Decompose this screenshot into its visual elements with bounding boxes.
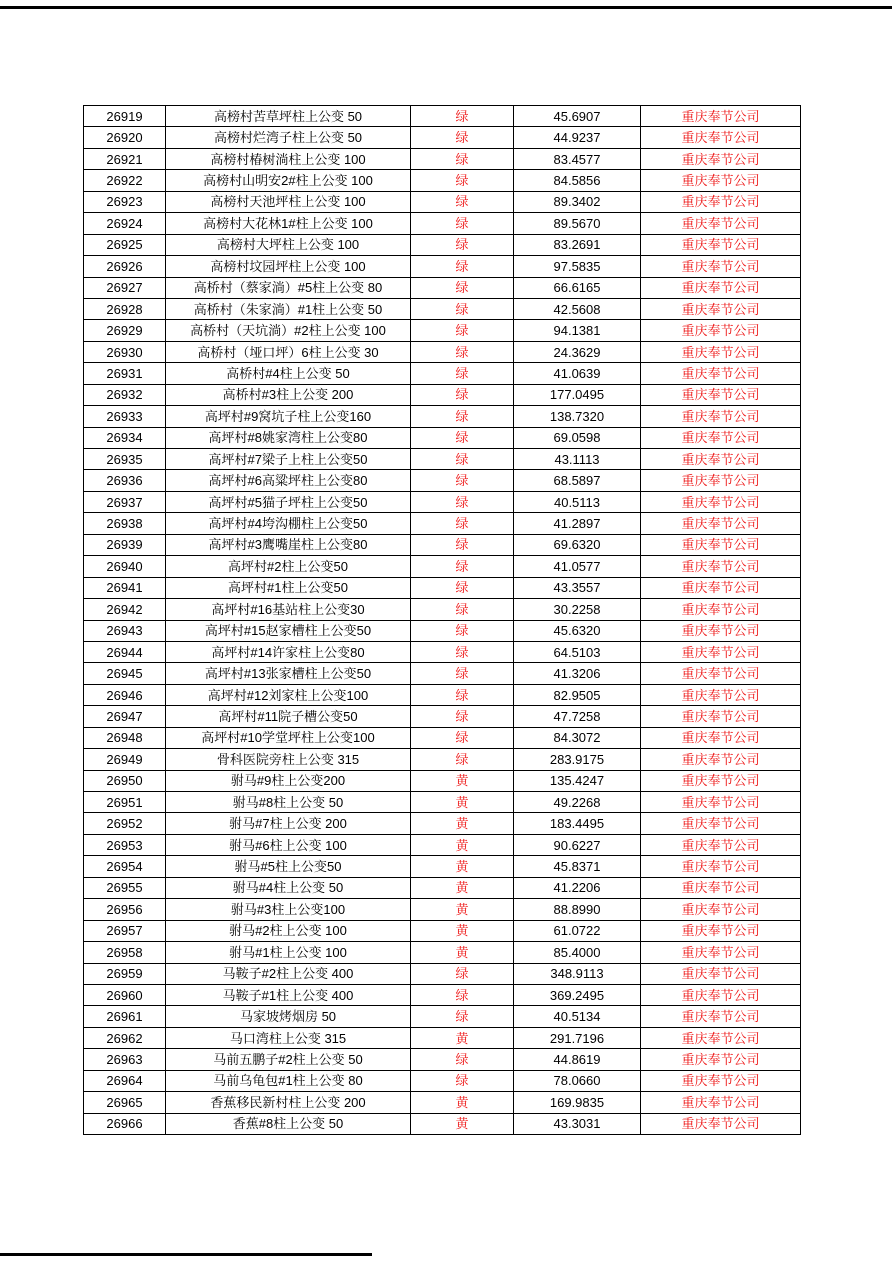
- cell-transformer-name: 高榜村坟园坪柱上公变 100: [166, 256, 411, 277]
- cell-transformer-name: 驸马#3柱上公变100: [166, 899, 411, 920]
- cell-load-value: 291.7196: [514, 1027, 641, 1048]
- cell-record-id: 26941: [84, 577, 166, 598]
- cell-transformer-name: 高坪村#13张家槽柱上公变50: [166, 663, 411, 684]
- cell-company: 重庆奉节公司: [641, 1092, 801, 1113]
- cell-record-id: 26943: [84, 620, 166, 641]
- table-row: [84, 641, 801, 662]
- cell-record-id: 26942: [84, 599, 166, 620]
- cell-status-color: 绿: [411, 406, 514, 427]
- table-row: [84, 620, 801, 641]
- table-row: [84, 534, 801, 555]
- cell-company: 重庆奉节公司: [641, 213, 801, 234]
- cell-load-value: 64.5103: [514, 641, 641, 662]
- cell-record-id: 26928: [84, 298, 166, 319]
- cell-transformer-name: 高坪村#7梁子上柱上公变50: [166, 449, 411, 470]
- cell-company: 重庆奉节公司: [641, 1113, 801, 1134]
- cell-company: 重庆奉节公司: [641, 770, 801, 791]
- cell-company: 重庆奉节公司: [641, 127, 801, 148]
- cell-load-value: 135.4247: [514, 770, 641, 791]
- cell-company: 重庆奉节公司: [641, 1070, 801, 1091]
- cell-load-value: 41.0577: [514, 556, 641, 577]
- cell-status-color: 绿: [411, 599, 514, 620]
- cell-company: 重庆奉节公司: [641, 170, 801, 191]
- cell-status-color: 绿: [411, 620, 514, 641]
- cell-status-color: 绿: [411, 1049, 514, 1070]
- cell-status-color: 绿: [411, 470, 514, 491]
- cell-load-value: 69.6320: [514, 534, 641, 555]
- cell-status-color: 黄: [411, 899, 514, 920]
- cell-transformer-name: 驸马#6柱上公变 100: [166, 834, 411, 855]
- cell-record-id: 26920: [84, 127, 166, 148]
- cell-record-id: 26923: [84, 191, 166, 212]
- cell-record-id: 26949: [84, 749, 166, 770]
- cell-load-value: 84.3072: [514, 727, 641, 748]
- table-row: [84, 320, 801, 341]
- cell-record-id: 26950: [84, 770, 166, 791]
- cell-company: 重庆奉节公司: [641, 298, 801, 319]
- cell-transformer-name: 高桥村#4柱上公变 50: [166, 363, 411, 384]
- table-row: [84, 470, 801, 491]
- table-row: [84, 684, 801, 705]
- cell-company: 重庆奉节公司: [641, 277, 801, 298]
- table-row: [84, 277, 801, 298]
- cell-record-id: 26964: [84, 1070, 166, 1091]
- cell-company: 重庆奉节公司: [641, 491, 801, 512]
- cell-load-value: 40.5134: [514, 1006, 641, 1027]
- cell-load-value: 43.3557: [514, 577, 641, 598]
- table-row: [84, 1049, 801, 1070]
- cell-company: 重庆奉节公司: [641, 106, 801, 127]
- cell-record-id: 26944: [84, 641, 166, 662]
- table-row: [84, 1070, 801, 1091]
- cell-company: 重庆奉节公司: [641, 599, 801, 620]
- table-row: [84, 920, 801, 941]
- cell-company: 重庆奉节公司: [641, 534, 801, 555]
- cell-transformer-name: 驸马#8柱上公变 50: [166, 792, 411, 813]
- cell-transformer-name: 香蕉#8柱上公变 50: [166, 1113, 411, 1134]
- table-row: [84, 856, 801, 877]
- cell-transformer-name: 驸马#9柱上公变200: [166, 770, 411, 791]
- cell-status-color: 黄: [411, 1113, 514, 1134]
- table-row: [84, 984, 801, 1005]
- cell-company: 重庆奉节公司: [641, 577, 801, 598]
- cell-company: 重庆奉节公司: [641, 341, 801, 362]
- table-row: [84, 191, 801, 212]
- table-row: [84, 942, 801, 963]
- table-row: [84, 148, 801, 169]
- cell-record-id: 26947: [84, 706, 166, 727]
- cell-transformer-name: 骨科医院旁柱上公变 315: [166, 749, 411, 770]
- cell-record-id: 26925: [84, 234, 166, 255]
- table-row: [84, 298, 801, 319]
- table-row: [84, 599, 801, 620]
- cell-transformer-name: 高榜村苦草坪柱上公变 50: [166, 106, 411, 127]
- cell-status-color: 绿: [411, 1070, 514, 1091]
- cell-load-value: 78.0660: [514, 1070, 641, 1091]
- cell-load-value: 88.8990: [514, 899, 641, 920]
- cell-transformer-name: 高坪村#4垮沟棚柱上公变50: [166, 513, 411, 534]
- cell-transformer-name: 高坪村#5猫子坪柱上公变50: [166, 491, 411, 512]
- cell-transformer-name: 高坪村#9窝坑子柱上公变160: [166, 406, 411, 427]
- cell-status-color: 黄: [411, 877, 514, 898]
- cell-transformer-name: 高坪村#3鹰嘴崖柱上公变80: [166, 534, 411, 555]
- cell-status-color: 绿: [411, 191, 514, 212]
- cell-load-value: 83.4577: [514, 148, 641, 169]
- table-row: [84, 813, 801, 834]
- cell-company: 重庆奉节公司: [641, 406, 801, 427]
- cell-record-id: 26934: [84, 427, 166, 448]
- cell-load-value: 138.7320: [514, 406, 641, 427]
- cell-record-id: 26961: [84, 1006, 166, 1027]
- cell-record-id: 26922: [84, 170, 166, 191]
- cell-record-id: 26930: [84, 341, 166, 362]
- table-row: [84, 899, 801, 920]
- cell-status-color: 绿: [411, 363, 514, 384]
- table-row: [84, 106, 801, 127]
- table-row: [84, 170, 801, 191]
- cell-load-value: 41.0639: [514, 363, 641, 384]
- cell-load-value: 41.2206: [514, 877, 641, 898]
- table-row: [84, 1092, 801, 1113]
- table-row: [84, 1027, 801, 1048]
- table-row: [84, 491, 801, 512]
- cell-load-value: 42.5608: [514, 298, 641, 319]
- cell-record-id: 26960: [84, 984, 166, 1005]
- cell-load-value: 94.1381: [514, 320, 641, 341]
- cell-load-value: 44.9237: [514, 127, 641, 148]
- cell-status-color: 绿: [411, 341, 514, 362]
- cell-status-color: 绿: [411, 427, 514, 448]
- table-row: [84, 792, 801, 813]
- cell-company: 重庆奉节公司: [641, 706, 801, 727]
- cell-load-value: 45.6907: [514, 106, 641, 127]
- cell-transformer-name: 驸马#4柱上公变 50: [166, 877, 411, 898]
- cell-record-id: 26945: [84, 663, 166, 684]
- cell-load-value: 40.5113: [514, 491, 641, 512]
- cell-load-value: 30.2258: [514, 599, 641, 620]
- cell-status-color: 绿: [411, 727, 514, 748]
- cell-company: 重庆奉节公司: [641, 1027, 801, 1048]
- cell-status-color: 黄: [411, 1092, 514, 1113]
- cell-record-id: 26927: [84, 277, 166, 298]
- cell-transformer-name: 高榜村烂湾子柱上公变 50: [166, 127, 411, 148]
- table-row: [84, 770, 801, 791]
- table-row: [84, 1006, 801, 1027]
- cell-load-value: 66.6165: [514, 277, 641, 298]
- cell-company: 重庆奉节公司: [641, 1049, 801, 1070]
- cell-load-value: 84.5856: [514, 170, 641, 191]
- cell-record-id: 26954: [84, 856, 166, 877]
- cell-record-id: 26929: [84, 320, 166, 341]
- cell-status-color: 绿: [411, 663, 514, 684]
- cell-record-id: 26948: [84, 727, 166, 748]
- table-row: [84, 556, 801, 577]
- cell-company: 重庆奉节公司: [641, 191, 801, 212]
- table-row: [84, 406, 801, 427]
- cell-transformer-name: 高坪村#6高粱坪柱上公变80: [166, 470, 411, 491]
- cell-record-id: 26953: [84, 834, 166, 855]
- cell-transformer-name: 马鞍子#1柱上公变 400: [166, 984, 411, 1005]
- cell-record-id: 26937: [84, 491, 166, 512]
- cell-status-color: 绿: [411, 213, 514, 234]
- cell-load-value: 47.7258: [514, 706, 641, 727]
- cell-company: 重庆奉节公司: [641, 684, 801, 705]
- cell-status-color: 绿: [411, 449, 514, 470]
- cell-transformer-name: 高榜村椿树淌柱上公变 100: [166, 148, 411, 169]
- cell-status-color: 黄: [411, 942, 514, 963]
- cell-load-value: 61.0722: [514, 920, 641, 941]
- cell-transformer-name: 高坪村#14许家柱上公变80: [166, 641, 411, 662]
- cell-status-color: 黄: [411, 1027, 514, 1048]
- table-row: [84, 663, 801, 684]
- cell-company: 重庆奉节公司: [641, 792, 801, 813]
- cell-company: 重庆奉节公司: [641, 620, 801, 641]
- cell-load-value: 89.5670: [514, 213, 641, 234]
- cell-transformer-name: 马前五鹏子#2柱上公变 50: [166, 1049, 411, 1070]
- cell-status-color: 绿: [411, 706, 514, 727]
- cell-transformer-name: 驸马#2柱上公变 100: [166, 920, 411, 941]
- cell-load-value: 97.5835: [514, 256, 641, 277]
- table-row: [84, 834, 801, 855]
- cell-transformer-name: 马口湾柱上公变 315: [166, 1027, 411, 1048]
- table-row: [84, 234, 801, 255]
- cell-company: 重庆奉节公司: [641, 449, 801, 470]
- cell-company: 重庆奉节公司: [641, 877, 801, 898]
- cell-record-id: 26926: [84, 256, 166, 277]
- cell-transformer-name: 高坪村#11院子槽公变50: [166, 706, 411, 727]
- transformer-table: [83, 105, 801, 1135]
- cell-status-color: 黄: [411, 770, 514, 791]
- cell-company: 重庆奉节公司: [641, 856, 801, 877]
- cell-record-id: 26958: [84, 942, 166, 963]
- cell-transformer-name: 驸马#7柱上公变 200: [166, 813, 411, 834]
- cell-company: 重庆奉节公司: [641, 384, 801, 405]
- cell-load-value: 68.5897: [514, 470, 641, 491]
- cell-transformer-name: 高坪村#8姚家湾柱上公变80: [166, 427, 411, 448]
- cell-record-id: 26951: [84, 792, 166, 813]
- cell-status-color: 绿: [411, 106, 514, 127]
- table-row: [84, 577, 801, 598]
- cell-load-value: 41.2897: [514, 513, 641, 534]
- table-row: [84, 1113, 801, 1134]
- cell-transformer-name: 高榜村山明安2#柱上公变 100: [166, 170, 411, 191]
- cell-transformer-name: 马鞍子#2柱上公变 400: [166, 963, 411, 984]
- table-row: [84, 127, 801, 148]
- cell-load-value: 183.4495: [514, 813, 641, 834]
- cell-record-id: 26935: [84, 449, 166, 470]
- cell-status-color: 黄: [411, 834, 514, 855]
- cell-status-color: 绿: [411, 534, 514, 555]
- cell-company: 重庆奉节公司: [641, 320, 801, 341]
- cell-record-id: 26956: [84, 899, 166, 920]
- table-row: [84, 513, 801, 534]
- cell-transformer-name: 高坪村#15赵家槽柱上公变50: [166, 620, 411, 641]
- cell-status-color: 绿: [411, 577, 514, 598]
- cell-record-id: 26959: [84, 963, 166, 984]
- transformer-table-body: [84, 106, 801, 1135]
- cell-load-value: 85.4000: [514, 942, 641, 963]
- cell-load-value: 369.2495: [514, 984, 641, 1005]
- cell-status-color: 绿: [411, 1006, 514, 1027]
- cell-transformer-name: 马家坡烤烟房 50: [166, 1006, 411, 1027]
- cell-transformer-name: 高桥村（蔡家淌）#5柱上公变 80: [166, 277, 411, 298]
- cell-status-color: 绿: [411, 513, 514, 534]
- cell-company: 重庆奉节公司: [641, 963, 801, 984]
- cell-status-color: 黄: [411, 813, 514, 834]
- cell-status-color: 绿: [411, 170, 514, 191]
- table-row: [84, 341, 801, 362]
- cell-record-id: 26963: [84, 1049, 166, 1070]
- cell-company: 重庆奉节公司: [641, 1006, 801, 1027]
- cell-record-id: 26932: [84, 384, 166, 405]
- cell-load-value: 283.9175: [514, 749, 641, 770]
- table-row: [84, 427, 801, 448]
- cell-record-id: 26966: [84, 1113, 166, 1134]
- cell-record-id: 26955: [84, 877, 166, 898]
- cell-company: 重庆奉节公司: [641, 920, 801, 941]
- page-bottom-rule: [0, 1253, 372, 1256]
- cell-status-color: 绿: [411, 384, 514, 405]
- cell-record-id: 26924: [84, 213, 166, 234]
- cell-status-color: 绿: [411, 148, 514, 169]
- cell-record-id: 26952: [84, 813, 166, 834]
- cell-company: 重庆奉节公司: [641, 556, 801, 577]
- cell-load-value: 41.3206: [514, 663, 641, 684]
- cell-status-color: 绿: [411, 556, 514, 577]
- table-row: [84, 213, 801, 234]
- cell-load-value: 24.3629: [514, 341, 641, 362]
- table-row: [84, 384, 801, 405]
- cell-company: 重庆奉节公司: [641, 234, 801, 255]
- cell-record-id: 26931: [84, 363, 166, 384]
- cell-company: 重庆奉节公司: [641, 513, 801, 534]
- cell-load-value: 49.2268: [514, 792, 641, 813]
- table-row: [84, 363, 801, 384]
- cell-status-color: 黄: [411, 920, 514, 941]
- cell-record-id: 26962: [84, 1027, 166, 1048]
- cell-transformer-name: 高桥村（朱家淌）#1柱上公变 50: [166, 298, 411, 319]
- cell-status-color: 绿: [411, 127, 514, 148]
- cell-record-id: 26957: [84, 920, 166, 941]
- cell-transformer-name: 高榜村大花林1#柱上公变 100: [166, 213, 411, 234]
- cell-status-color: 绿: [411, 491, 514, 512]
- cell-company: 重庆奉节公司: [641, 727, 801, 748]
- table-row: [84, 727, 801, 748]
- cell-company: 重庆奉节公司: [641, 641, 801, 662]
- cell-transformer-name: 驸马#5柱上公变50: [166, 856, 411, 877]
- cell-record-id: 26939: [84, 534, 166, 555]
- cell-status-color: 黄: [411, 856, 514, 877]
- cell-load-value: 43.1113: [514, 449, 641, 470]
- cell-record-id: 26940: [84, 556, 166, 577]
- cell-company: 重庆奉节公司: [641, 899, 801, 920]
- cell-status-color: 绿: [411, 234, 514, 255]
- cell-transformer-name: 香蕉移民新村柱上公变 200: [166, 1092, 411, 1113]
- cell-company: 重庆奉节公司: [641, 256, 801, 277]
- cell-company: 重庆奉节公司: [641, 427, 801, 448]
- cell-record-id: 26921: [84, 148, 166, 169]
- cell-record-id: 26946: [84, 684, 166, 705]
- cell-transformer-name: 高坪村#1柱上公变50: [166, 577, 411, 598]
- cell-company: 重庆奉节公司: [641, 813, 801, 834]
- cell-load-value: 169.9835: [514, 1092, 641, 1113]
- table-row: [84, 749, 801, 770]
- cell-transformer-name: 马前乌龟包#1柱上公变 80: [166, 1070, 411, 1091]
- cell-company: 重庆奉节公司: [641, 942, 801, 963]
- cell-load-value: 43.3031: [514, 1113, 641, 1134]
- cell-load-value: 83.2691: [514, 234, 641, 255]
- cell-load-value: 44.8619: [514, 1049, 641, 1070]
- cell-transformer-name: 高榜村大坪柱上公变 100: [166, 234, 411, 255]
- cell-record-id: 26936: [84, 470, 166, 491]
- cell-status-color: 黄: [411, 792, 514, 813]
- cell-company: 重庆奉节公司: [641, 984, 801, 1005]
- cell-company: 重庆奉节公司: [641, 834, 801, 855]
- cell-transformer-name: 高榜村天池坪柱上公变 100: [166, 191, 411, 212]
- cell-load-value: 69.0598: [514, 427, 641, 448]
- cell-transformer-name: 高坪村#2柱上公变50: [166, 556, 411, 577]
- cell-status-color: 绿: [411, 684, 514, 705]
- cell-status-color: 绿: [411, 298, 514, 319]
- cell-transformer-name: 高桥村#3柱上公变 200: [166, 384, 411, 405]
- cell-load-value: 348.9113: [514, 963, 641, 984]
- cell-status-color: 绿: [411, 984, 514, 1005]
- cell-status-color: 绿: [411, 277, 514, 298]
- cell-status-color: 绿: [411, 641, 514, 662]
- table-row: [84, 256, 801, 277]
- cell-transformer-name: 驸马#1柱上公变 100: [166, 942, 411, 963]
- cell-status-color: 绿: [411, 749, 514, 770]
- cell-load-value: 90.6227: [514, 834, 641, 855]
- table-row: [84, 877, 801, 898]
- cell-load-value: 45.6320: [514, 620, 641, 641]
- cell-status-color: 绿: [411, 320, 514, 341]
- cell-transformer-name: 高坪村#16基站柱上公变30: [166, 599, 411, 620]
- table-row: [84, 963, 801, 984]
- page-top-rule: [0, 6, 892, 9]
- cell-load-value: 82.9505: [514, 684, 641, 705]
- table-row: [84, 449, 801, 470]
- cell-record-id: 26938: [84, 513, 166, 534]
- cell-company: 重庆奉节公司: [641, 148, 801, 169]
- cell-load-value: 89.3402: [514, 191, 641, 212]
- cell-status-color: 绿: [411, 963, 514, 984]
- cell-transformer-name: 高桥村（天坑淌）#2柱上公变 100: [166, 320, 411, 341]
- cell-record-id: 26965: [84, 1092, 166, 1113]
- cell-record-id: 26933: [84, 406, 166, 427]
- cell-load-value: 45.8371: [514, 856, 641, 877]
- cell-status-color: 绿: [411, 256, 514, 277]
- cell-company: 重庆奉节公司: [641, 749, 801, 770]
- cell-record-id: 26919: [84, 106, 166, 127]
- cell-company: 重庆奉节公司: [641, 363, 801, 384]
- table-row: [84, 706, 801, 727]
- cell-transformer-name: 高坪村#10学堂坪柱上公变100: [166, 727, 411, 748]
- cell-transformer-name: 高坪村#12刘家柱上公变100: [166, 684, 411, 705]
- cell-company: 重庆奉节公司: [641, 470, 801, 491]
- cell-load-value: 177.0495: [514, 384, 641, 405]
- cell-company: 重庆奉节公司: [641, 663, 801, 684]
- cell-transformer-name: 高桥村（垭口坪）6柱上公变 30: [166, 341, 411, 362]
